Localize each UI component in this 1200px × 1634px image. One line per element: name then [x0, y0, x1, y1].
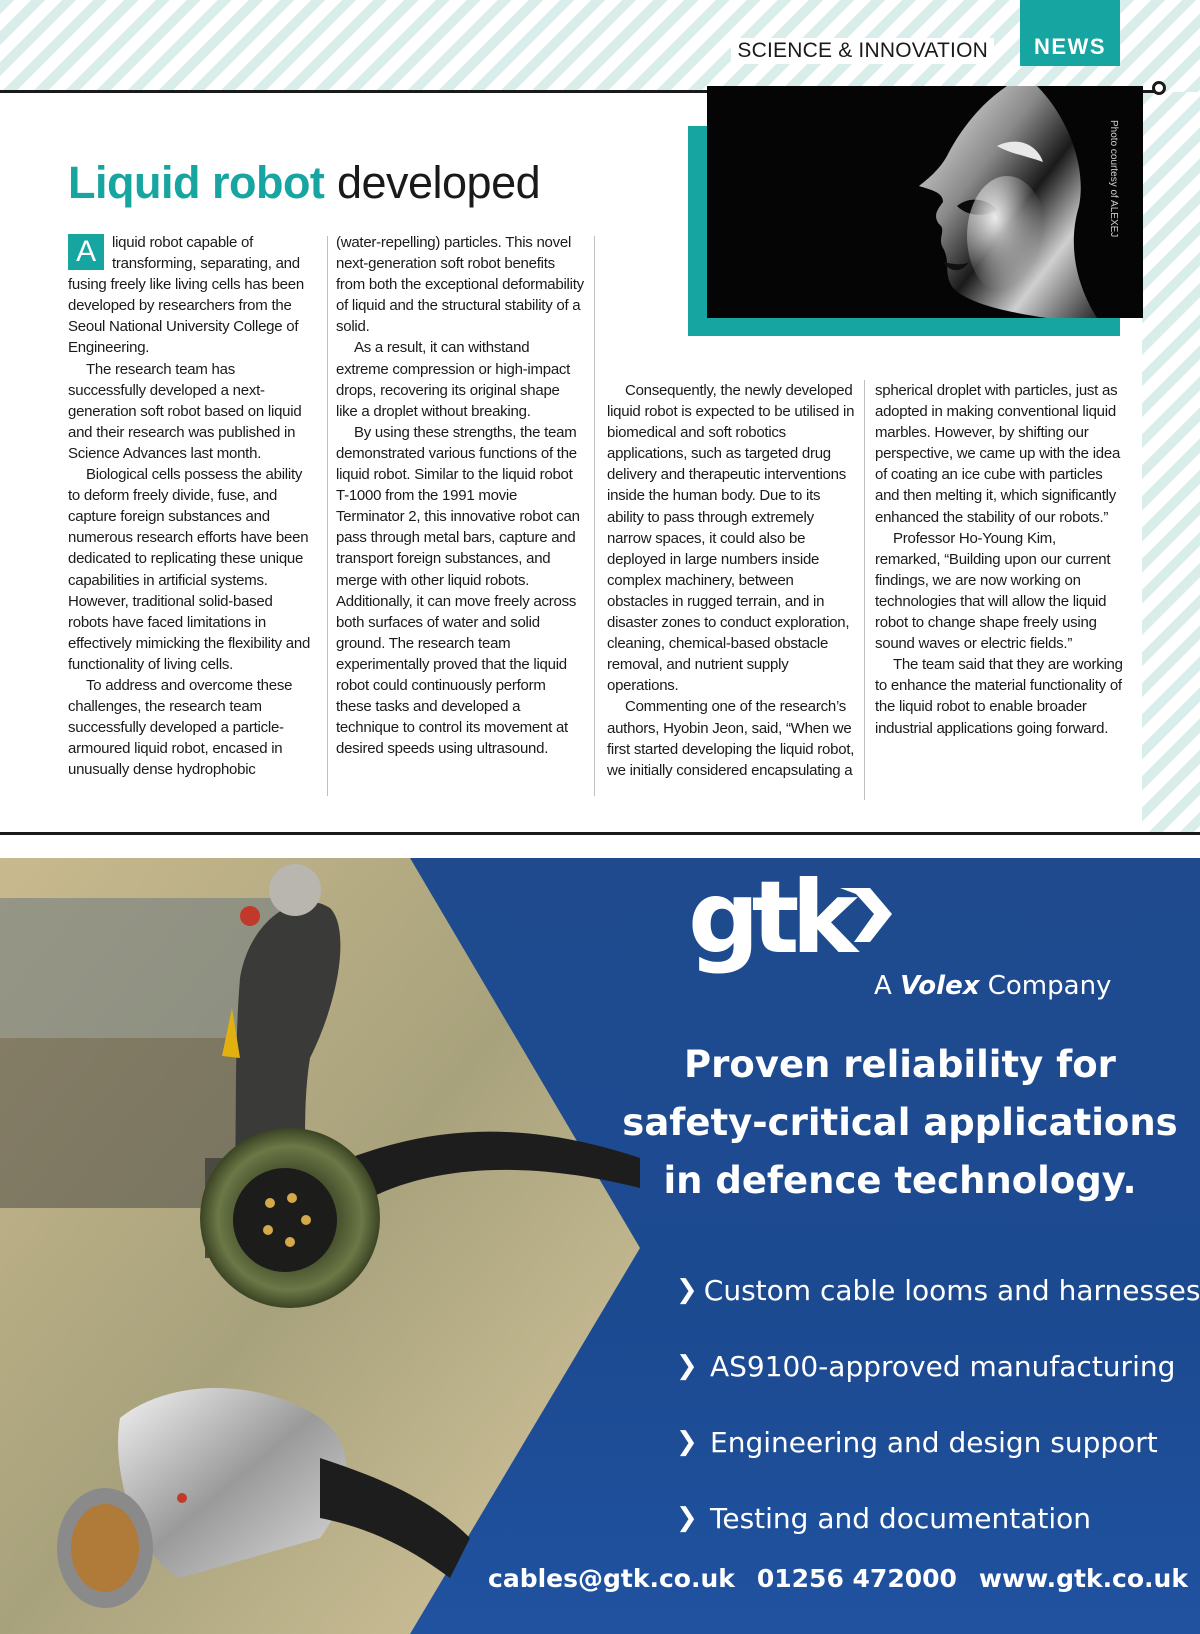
paragraph: By using these strengths, the team demonstrated various functions of the liquid robot. Similar to the liquid robot T-1000 from the 1991 movie Terminator 2, this innovative robot can pass through metal bars, capture and transport foreign substances, and merge with other liquid robots. Additionally, it can move freely across both surfaces of water and solid ground. The research team experimentally proved that the liquid robot could continuously perform these tasks and developed a technique to control its movement at desired speeds using ultrasound.	[336, 423, 580, 758]
headline-line: safety-critical applications	[622, 1101, 1178, 1144]
headline-line: in defence technology.	[663, 1159, 1137, 1202]
feature-item	[676, 1252, 1200, 1328]
logo-tagline	[874, 970, 1111, 1002]
tagline-prefix: A	[874, 971, 892, 1001]
gtk-logo: gtk	[688, 859, 850, 976]
paragraph: Biological cells possess the ability to deform freely divide, fuse, and capture foreign substances and numerous research efforts have been dedicated to replicating these unique capabilities in artificial systems. However, traditional solid-based robots have faced limitations in effectively mimicking the flexibility and functionality of living cells.	[68, 466, 311, 673]
contact-phone[interactable]: 01256 472000	[756, 1564, 957, 1593]
logo-chevron-icon	[830, 880, 900, 950]
ad-headline	[600, 1036, 1200, 1210]
news-tag: NEWS	[1020, 0, 1120, 66]
section-label: SCIENCE & INNOVATION	[731, 38, 994, 64]
chevron-right-icon: ❯	[676, 1351, 698, 1381]
paragraph: Commenting one of the research’s authors, Hyobin Jeon, said, “When we first started developing the liquid robot, we initially considered encapsulating a	[607, 698, 855, 779]
feature-text: Custom cable looms and harnesses	[703, 1273, 1200, 1307]
drop-cap: A	[68, 234, 104, 270]
feature-text: AS9100-approved manufacturing	[710, 1349, 1176, 1383]
paragraph: To address and overcome these challenges, the research team successfully developed a particle-armoured liquid robot, encased in unusually dense hydrophobic	[68, 676, 293, 779]
article-column-3	[607, 380, 857, 781]
paragraph: liquid robot capable of transforming, separating, and fusing freely like living cells has been developed by researchers from the Seoul National University College of Engineering.	[68, 234, 304, 357]
tagline-brand: Volex	[900, 971, 980, 1001]
ad-contact-row	[488, 1564, 1188, 1593]
feature-text: Testing and documentation	[710, 1501, 1091, 1535]
feature-item	[676, 1328, 1196, 1404]
column-divider	[864, 380, 865, 800]
paragraph: As a result, it can withstand extreme compression or high-impact drops, recovering its original shape like a droplet without breaking.	[336, 339, 571, 420]
chevron-right-icon: ❯	[676, 1275, 698, 1305]
side-stripe-pattern	[1142, 92, 1200, 832]
contact-email[interactable]: cables@gtk.co.uk	[488, 1564, 735, 1593]
article-column-1	[68, 232, 316, 780]
article-column-4	[875, 380, 1125, 739]
article-title	[68, 155, 540, 211]
feature-text: Engineering and design support	[710, 1425, 1158, 1459]
feature-item	[676, 1404, 1196, 1480]
paragraph: spherical droplet with particles, just as adopted in making conventional liquid marbles. However, by shifting our perspective, we came up with the idea of coating an ice cube with particles and then melting it, which significantly enhanced the stability of our robots.”	[875, 382, 1121, 526]
face-illustration	[707, 86, 1143, 318]
headline-line: Proven reliability for	[684, 1043, 1116, 1086]
article-bottom-divider	[0, 832, 1200, 835]
chevron-right-icon: ❯	[676, 1503, 698, 1533]
article-column-2	[336, 232, 584, 759]
paragraph: Professor Ho-Young Kim, remarked, “Building upon our current findings, we are now working on technologies that will allow the liquid robot to change shape freely using sound waves or electric fields.”	[875, 529, 1111, 653]
column-divider	[594, 236, 595, 796]
chevron-right-icon: ❯	[676, 1427, 698, 1457]
page-header	[0, 0, 1200, 92]
connector-product-photo	[0, 858, 640, 1634]
feature-item	[676, 1480, 1196, 1556]
contact-website[interactable]: www.gtk.co.uk	[978, 1564, 1188, 1593]
gtk-advertisement	[0, 858, 1200, 1634]
paragraph: Consequently, the newly developed liquid robot is expected to be utilised in biomedical and soft robotics applications, such as targeted drug delivery and therapeutic interventions inside the human body. Due to its ability to pass through extremely narrow spaces, it could also be deployed in large numbers inside complex machinery, between obstacles in rugged terrain, and in disaster zones to conduct exploration, cleaning, chemical-based obstacle removal, and nutrient supply operations.	[607, 382, 855, 695]
paragraph: (water-repelling) particles. This novel next-generation soft robot benefits from both the exceptional deformability of liquid and the structural stability of a solid.	[336, 234, 584, 336]
column-divider	[327, 236, 328, 796]
paragraph: The team said that they are working to enhance the material functionality of the liquid robot to enable broader industrial applications going forward.	[875, 656, 1123, 737]
title-rest: developed	[336, 157, 541, 208]
paragraph: The research team has successfully developed a next-generation soft robot based on liquid and their research was published in Science Advances last month.	[68, 360, 302, 462]
title-highlight: Liquid robot	[68, 157, 325, 208]
divider-end-dot	[1152, 81, 1166, 95]
photo-credit: Photo courtesy of ALEXEJ	[1108, 120, 1119, 238]
tagline-suffix: Company	[987, 971, 1112, 1001]
liquid-metal-face-photo	[707, 86, 1143, 318]
ad-feature-list	[676, 1252, 1200, 1556]
